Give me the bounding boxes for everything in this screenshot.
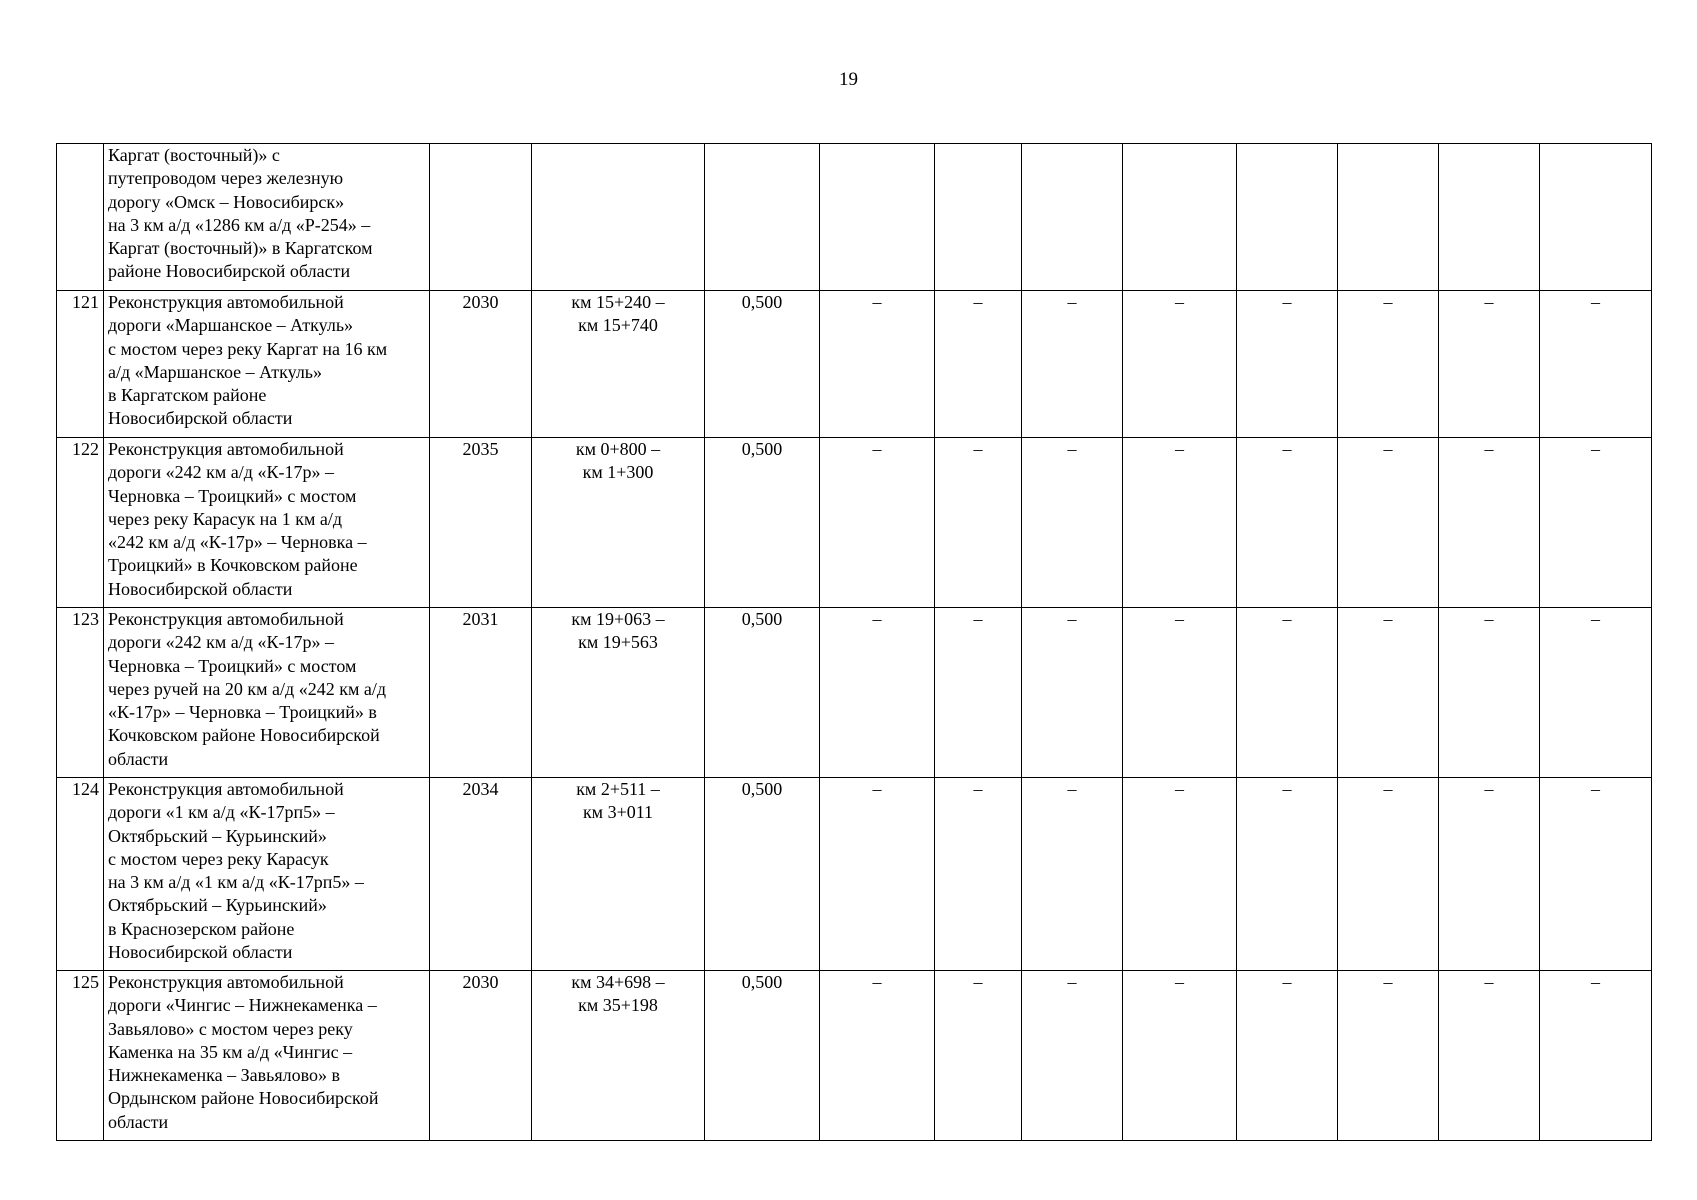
cell-empty [820,144,935,291]
cell-dash: – [1237,778,1338,971]
cell-dash: – [1338,608,1439,778]
cell-empty [1540,144,1652,291]
cell-dash: – [820,971,935,1141]
cell-dash: – [1338,438,1439,608]
cell-dash: – [1338,778,1439,971]
cell-dash: – [1022,438,1123,608]
cell-dash: – [1123,608,1237,778]
project-name: Реконструкция автомобильной дороги «242 км а/д «К-17р» – Черновка – Троицкий» с мостом через реку Карасук на 1 км а/д «242 км а/д «К-17р» – Черновка – Троицкий» в Кочковском районе Новосибирской области [108,439,367,599]
cell-dash: – [935,778,1022,971]
cell-num: 122 [57,438,104,608]
cell-dash: – [935,438,1022,608]
table-row [57,608,1652,778]
cell-dash: – [820,291,935,438]
cell-year: 2035 [430,438,532,608]
cell-empty [1123,144,1237,291]
cell-dash: – [1540,608,1652,778]
cell-dash: – [1022,291,1123,438]
cell-length: 0,500 [705,608,820,778]
cell-dash: – [1237,608,1338,778]
cell-dash: – [820,778,935,971]
cell-dash: – [1439,291,1540,438]
cell-num: 121 [57,291,104,438]
cell-location [532,778,705,971]
cell-year: 2030 [430,971,532,1141]
cell-dash: – [1022,971,1123,1141]
cell-dash: – [1439,438,1540,608]
table-row [57,971,1652,1141]
cell-dash: – [1022,778,1123,971]
cell-year [430,144,532,291]
cell-name [104,608,430,778]
cell-dash: – [1338,971,1439,1141]
table-row-continuation [57,144,1652,291]
project-name: Реконструкция автомобильной дороги «1 км а/д «К-17рп5» – Октябрьский – Курьинский» с мостом через реку Карасук на 3 км а/д «1 км а/д «К-17рп5» – Октябрьский – Курьинский» в Краснозерском районе Новосибирской области [108,779,364,963]
project-name: Реконструкция автомобильной дороги «Маршанское – Аткуль» с мостом через реку Каргат на 16 км а/д «Маршанское – Аткуль» в Каргатском районе Новосибирской области [108,292,388,429]
cell-length [705,144,820,291]
cell-dash: – [1123,291,1237,438]
cell-name [104,291,430,438]
cell-dash: – [1540,438,1652,608]
cell-num: 125 [57,971,104,1141]
cell-dash: – [1338,291,1439,438]
cell-location [532,438,705,608]
cell-dash: – [935,608,1022,778]
table-row [57,778,1652,971]
cell-empty [1237,144,1338,291]
location-range: км 2+511 – км 3+011 [576,779,660,823]
cell-dash: – [820,438,935,608]
project-name: Реконструкция автомобильной дороги «Чингис – Нижнекаменка – Завьялово» с мостом через реку Каменка на 35 км а/д «Чингис – Нижнекаменка – Завьялово» в Ордынском районе Новосибирской области [108,972,379,1132]
cell-dash: – [1022,608,1123,778]
cell-num: 123 [57,608,104,778]
cell-dash: – [1237,291,1338,438]
cell-num: 124 [57,778,104,971]
location-range: км 15+240 – км 15+740 [571,292,665,336]
cell-dash: – [1540,971,1652,1141]
cell-year: 2030 [430,291,532,438]
cell-year: 2031 [430,608,532,778]
cell-empty [1439,144,1540,291]
cell-name [104,144,430,291]
cell-dash: – [1123,438,1237,608]
cell-dash: – [1540,778,1652,971]
cell-empty [1338,144,1439,291]
cell-location [532,291,705,438]
cell-dash: – [1540,291,1652,438]
cell-dash: – [1237,971,1338,1141]
cell-dash: – [1439,971,1540,1141]
project-name: Каргат (восточный)» с путепроводом через железную дорогу «Омск – Новосибирск» на 3 км а/д «1286 км а/д «Р-254» – Каргат (восточный)» в Каргатском районе Новосибирской области [108,145,373,282]
cell-length: 0,500 [705,291,820,438]
cell-length: 0,500 [705,778,820,971]
cell-location [532,971,705,1141]
cell-name [104,971,430,1141]
road-projects-table [56,143,1652,1141]
project-name: Реконструкция автомобильной дороги «242 км а/д «К-17р» – Черновка – Троицкий» с мостом через ручей на 20 км а/д «242 км а/д «К-17р» – Черновка – Троицкий» в Кочковском районе Новосибирской области [108,609,386,769]
cell-dash: – [935,971,1022,1141]
cell-dash: – [935,291,1022,438]
cell-dash: – [1237,438,1338,608]
cell-dash: – [1439,608,1540,778]
cell-name [104,438,430,608]
cell-dash: – [1123,778,1237,971]
cell-name [104,778,430,971]
table-row [57,291,1652,438]
location-range: км 19+063 – км 19+563 [571,609,665,653]
cell-dash: – [1439,778,1540,971]
cell-length: 0,500 [705,438,820,608]
cell-empty [935,144,1022,291]
location-range: км 34+698 – км 35+198 [571,972,665,1016]
cell-dash: – [820,608,935,778]
cell-num [57,144,104,291]
cell-location [532,144,705,291]
cell-year: 2034 [430,778,532,971]
table-row [57,438,1652,608]
cell-empty [1022,144,1123,291]
page-number: 19 [839,69,858,90]
cell-length: 0,500 [705,971,820,1141]
cell-location [532,608,705,778]
cell-dash: – [1123,971,1237,1141]
location-range: км 0+800 – км 1+300 [575,439,661,483]
